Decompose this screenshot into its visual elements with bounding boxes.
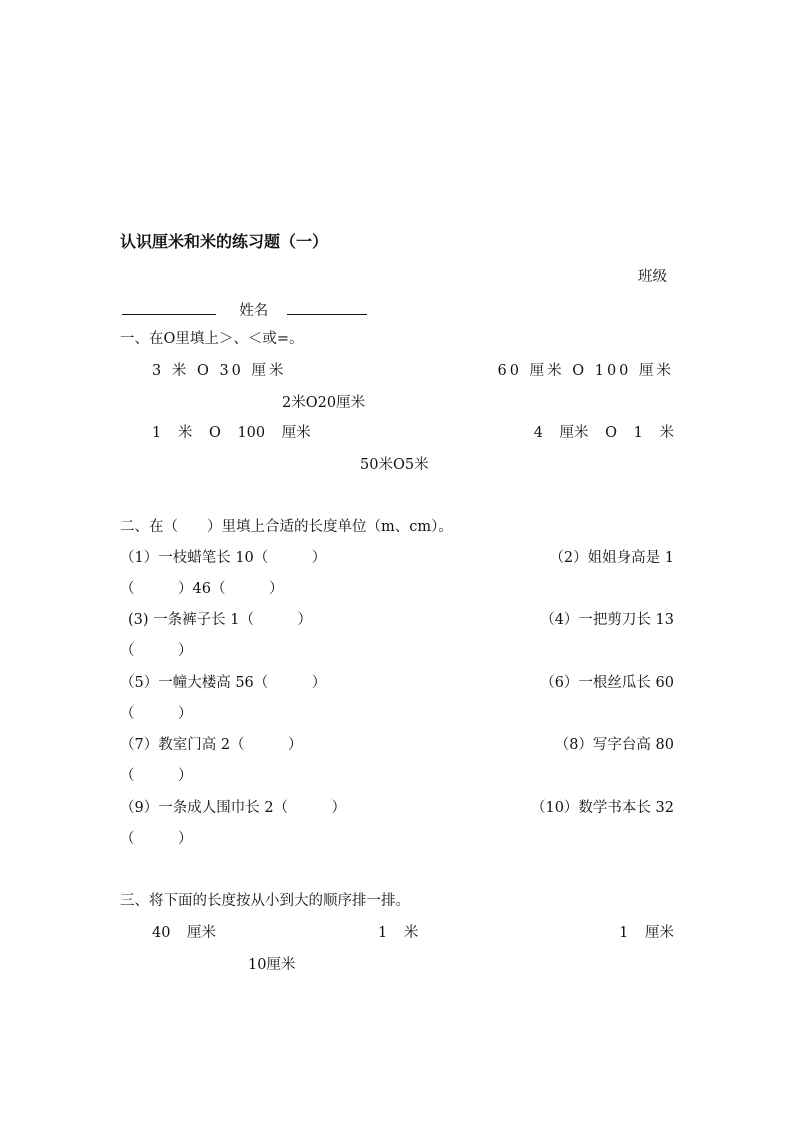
unit-item-1: （1）一枝蜡笔长 10（ ） [120,550,327,566]
unit-item-10: （10）数学书本长 32 [530,800,674,816]
unit-item-5: （5）一幢大楼高 56（ ） [120,675,327,691]
name-row [122,300,367,319]
page-title: 认识厘米和米的练习题（一） [120,232,329,251]
unit-item-6-cont: （ ） [120,706,193,722]
section1-heading: 一、在O里填上＞、＜或=。 [120,331,304,347]
length-item-1: 40 厘米 [152,925,217,941]
unit-item-7: （7）教室门高 2（ ） [120,737,303,753]
unit-item-9: （9）一条成人围巾长 2（ ） [120,800,347,816]
class-blank[interactable] [122,300,216,315]
compare-item-1: 3 米 O 30 厘米 [152,363,287,379]
compare-item-6: 50米O5米 [360,457,429,473]
unit-item-4: （4）一把剪刀长 13 [540,612,674,628]
length-item-4: 10厘米 [248,957,296,973]
name-blank[interactable] [287,300,367,315]
length-item-2: 1 米 [378,925,419,941]
compare-item-3: 2米O20厘米 [282,395,366,411]
unit-item-8-cont: （ ） [120,768,193,784]
class-label: 班级 [638,269,667,285]
unit-item-3: (3) 一条裤子长 1（ ） [128,612,312,628]
name-label: 姓名 [239,303,269,319]
section3-heading: 三、将下面的长度按从小到大的顺序排一排。 [120,893,410,909]
length-item-3: 1 厘米 [619,925,674,941]
unit-item-4-cont: （ ） [120,643,193,659]
compare-item-4: 1 米 O 100 厘米 [152,425,311,441]
unit-item-2: （2）姐姐身高是 1 [549,550,674,566]
compare-item-5: 4 厘米 O 1 米 [533,425,674,441]
compare-item-2: 60 厘米 O 100 厘米 [497,363,674,379]
unit-item-6: （6）一根丝瓜长 60 [540,675,674,691]
unit-item-8: （8）写字台高 80 [554,737,674,753]
unit-item-2-cont: （ ）46（ ） [120,581,284,597]
section2-heading: 二、在（ ）里填上合适的长度单位（m、cm）。 [120,519,453,535]
unit-item-10-cont: （ ） [120,831,193,847]
